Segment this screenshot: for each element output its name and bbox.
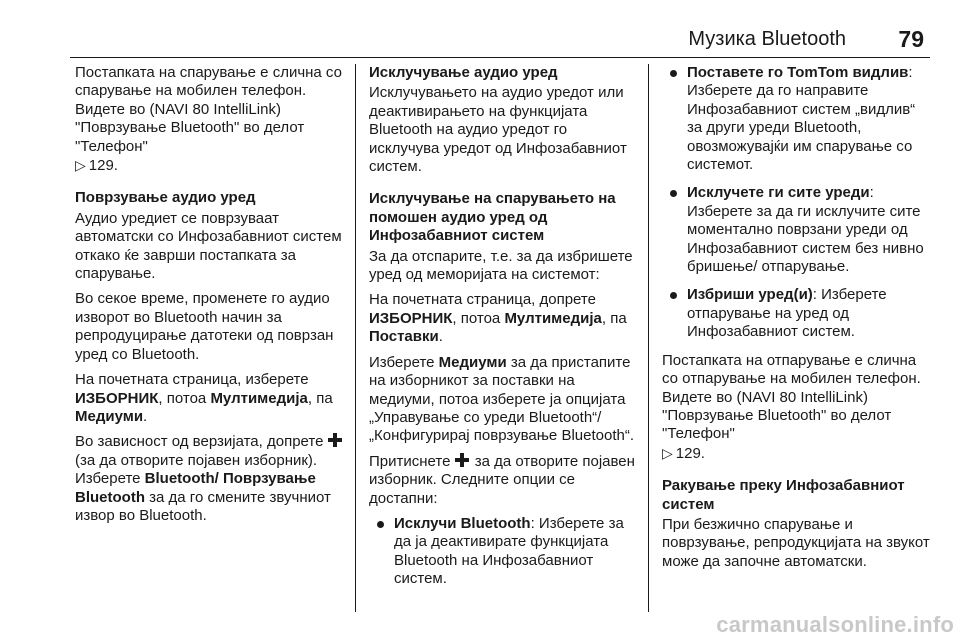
column-divider-2 <box>648 64 649 612</box>
column-divider-1 <box>355 64 356 612</box>
bullet-icon <box>377 521 384 528</box>
section-heading: Ракување преку Инфозабавниот систем <box>662 477 905 513</box>
list-item: Избриши уред(и): Изберете отпарување на уред од Инфозабавниот систем. <box>662 286 934 341</box>
bullet-icon <box>670 190 677 197</box>
page-reference-icon: ▷ <box>662 444 673 461</box>
paragraph: Во зависност од верзијата, допрете (за да отворите појавен изборник). Изберете Bluetooth/ Поврзување Bluetooth за да го смените звучниот извор во Bluetooth. <box>75 433 347 525</box>
paragraph: Постапката на спарување е слична со спарување на мобилен телефон. Видете во (NAVI 80 IntelliLink) "Поврзување Bluetooth" во делот "Телефон" ▷ 129. <box>75 64 342 175</box>
paragraph: Исклучувањето на аудио уредот или деактивирањето на функцијата Bluetooth на аудио уредот го исклучува уредот од Инфозабавниот систем. <box>369 84 627 176</box>
list-item: Поставете го TomTom видлив: Изберете да го направите Инфозабавниот систем „видлив“ за други уреди Bluetooth, овозможувајќи им спарување со системот. <box>662 64 934 174</box>
plus-icon <box>328 433 342 447</box>
page-header <box>0 0 960 58</box>
section-heading: Поврзување аудио уред <box>75 189 256 207</box>
plus-icon <box>455 453 469 467</box>
list-item: Исклучете ги сите уреди: Изберете за да ги исклучите сите моментално поврзани уреди од Инфозабавниот систем без нивно бришење/ отпарување. <box>662 184 934 276</box>
page-section-title: Музика Bluetooth <box>688 28 846 50</box>
column-3 <box>662 64 934 612</box>
bullet-icon <box>670 292 677 299</box>
section-heading: Исклучување аудио уред <box>369 64 558 81</box>
paragraph: На почетната страница, изберете ИЗБОРНИК, потоа Мултимедија, па Медиуми. <box>75 371 333 425</box>
paragraph: Изберете Медиуми за да пристапите на изборникот за поставки на медиуми, потоа изберете ја опцијата „Управување со уреди Bluetooth“/„Конфигурирај поврзување Bluetooth“. <box>369 353 634 445</box>
paragraph: За да отспарите, т.е. за да избришете уред од меморијата на системот: <box>369 247 633 284</box>
paragraph: На почетната страница, допрете ИЗБОРНИК, потоа Мултимедија, па Поставки. <box>369 291 627 346</box>
paragraph: Во секое време, променете го аудио изворот во Bluetooth начин за репродуцирање датотеки од поврзан уред со Bluetooth. <box>75 290 334 363</box>
column-2 <box>369 64 639 612</box>
paragraph: Постапката на отпарување е слична со отпарување на мобилен телефон. Видете во (NAVI 80 IntelliLink) "Поврзување Bluetooth" во делот "Телефон" ▷ 129. <box>662 351 921 462</box>
paragraph: Аудио уредиет се поврзуваат автоматски со Инфозабавниот систем откако ќе заврши постапката за спарување. <box>75 209 342 283</box>
page-reference-icon: ▷ <box>75 157 86 174</box>
watermark: carmanualsonline.info <box>716 612 954 637</box>
section-heading: Исклучување на спарувањето на помошен аудио уред од Инфозабавниот систем <box>369 190 616 245</box>
page-number: 79 <box>898 26 924 52</box>
list-item: Исклучи Bluetooth: Изберете за да ја деактивирате функцијата Bluetooth на Инфозабавниот систем. <box>369 515 639 589</box>
paragraph: Притиснете за да отворите појавен изборник. Следните опции се достапни: <box>369 452 635 507</box>
column-1 <box>75 64 347 612</box>
paragraph: При безжично спарување и поврзување, репродукцијата на звукот може да започне автоматски. <box>662 515 930 570</box>
header-divider <box>70 57 930 58</box>
bullet-icon <box>670 70 677 77</box>
